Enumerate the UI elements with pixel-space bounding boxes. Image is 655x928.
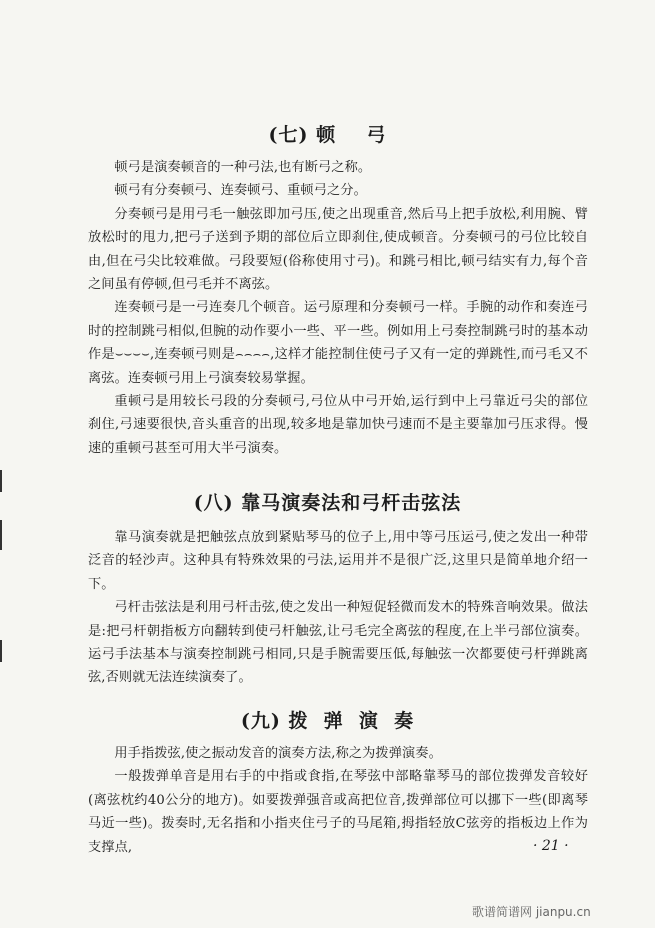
page-number: · 21 · [533,838,569,854]
paragraph: 弓杆击弦法是利用弓杆击弦,使之发出一种短促轻微而发木的特殊音响效果。做法是:把弓杆朝指板方向翻转到使弓杆触弦,让弓毛完全离弦的程度,在上半弓部位演奏。运弓手法基本与演奏控制跳弓相同,只是手腕需要压低,每触弦一次都要使弓杆弹跳离弦,否则就无法连续演奏了。 [88,600,588,686]
section-7-heading: (七) 顿 弓 [268,124,387,146]
paragraph: 靠马演奏就是把触弦点放到紧贴琴马的位子上,用中等弓压运弓,使之发出一种带泛音的轻沙声。这种具有特殊效果的弓法,运用并不是很广泛,这里只是简单地介绍一下。 [88,530,588,592]
paragraph: 连奏顿弓是一弓连奏几个顿音。运弓原理和分奏顿弓一样。手腕的动作和奏连弓时的控制跳弓相似,但腕的动作要小一些、平一些。例如用上弓奏控制跳弓时的基本动作是⌣⌣⌣⌣,连奏顿弓则是⌢⌢⌢⌢,这样才能控制住使弓子又有一定的弹跳性,而弓毛又不离弦。连奏顿弓用上弓演奏较易掌握。 [88,300,588,386]
section-8-heading: (八) 靠马演奏法和弓杆击弦法 [193,492,462,514]
section-9-heading: (九) 拨 弹 演 奏 [240,710,415,732]
paragraph: 一般拨弹单音是用右手的中指或食指,在琴弦中部略靠琴马的部位拨弹发音较好(离弦枕约40公分的地方)。如要拨弹强音或高把位音,拨弹部位可以挪下一些(即离琴马近一些)。拨奏时,无名指和小指夹住弓子的马尾箱,拇指轻放C弦旁的指板边上作为支撑点, [88,769,588,855]
section-8-body [88,526,588,690]
paragraph: 分奏顿弓是用弓毛一触弦即加弓压,使之出现重音,然后马上把手放松,利用腕、臂放松时的甩力,把弓子送到予期的部位后立即刹住,使成顿音。分奏顿弓的弓位比较自由,但在弓尖比较难做。弓段要短(俗称使用寸弓)。和跳弓相比,顿弓结实有力,每个音之间虽有停顿,但弓毛并不离弦。 [88,206,588,293]
watermark: 歌谱简谱网 jianpu.cn [472,905,591,919]
paragraph: 重顿弓是用较长弓段的分奏顿弓,弓位从中弓开始,运行到中上弓靠近弓尖的部位刹住,弓速要很快,音头重音的出现,较多地是靠加快弓速而不是主要靠加弓压求得。慢速的重顿弓甚至可用大半弓演奏。 [88,394,588,456]
scan-margin-mark [0,470,2,492]
paragraph: 用手指拨弦,使之振动发音的演奏方法,称之为拨弹演奏。 [114,746,442,761]
scan-margin-mark [0,520,2,550]
scan-margin-mark [0,640,2,662]
section-9-body [88,742,588,859]
paragraph: 顿弓有分奏顿弓、连奏顿弓、重顿弓之分。 [114,183,367,199]
section-7-body [88,156,588,460]
paragraph: 顿弓是演奏顿音的一种弓法,也有断弓之称。 [114,160,372,175]
